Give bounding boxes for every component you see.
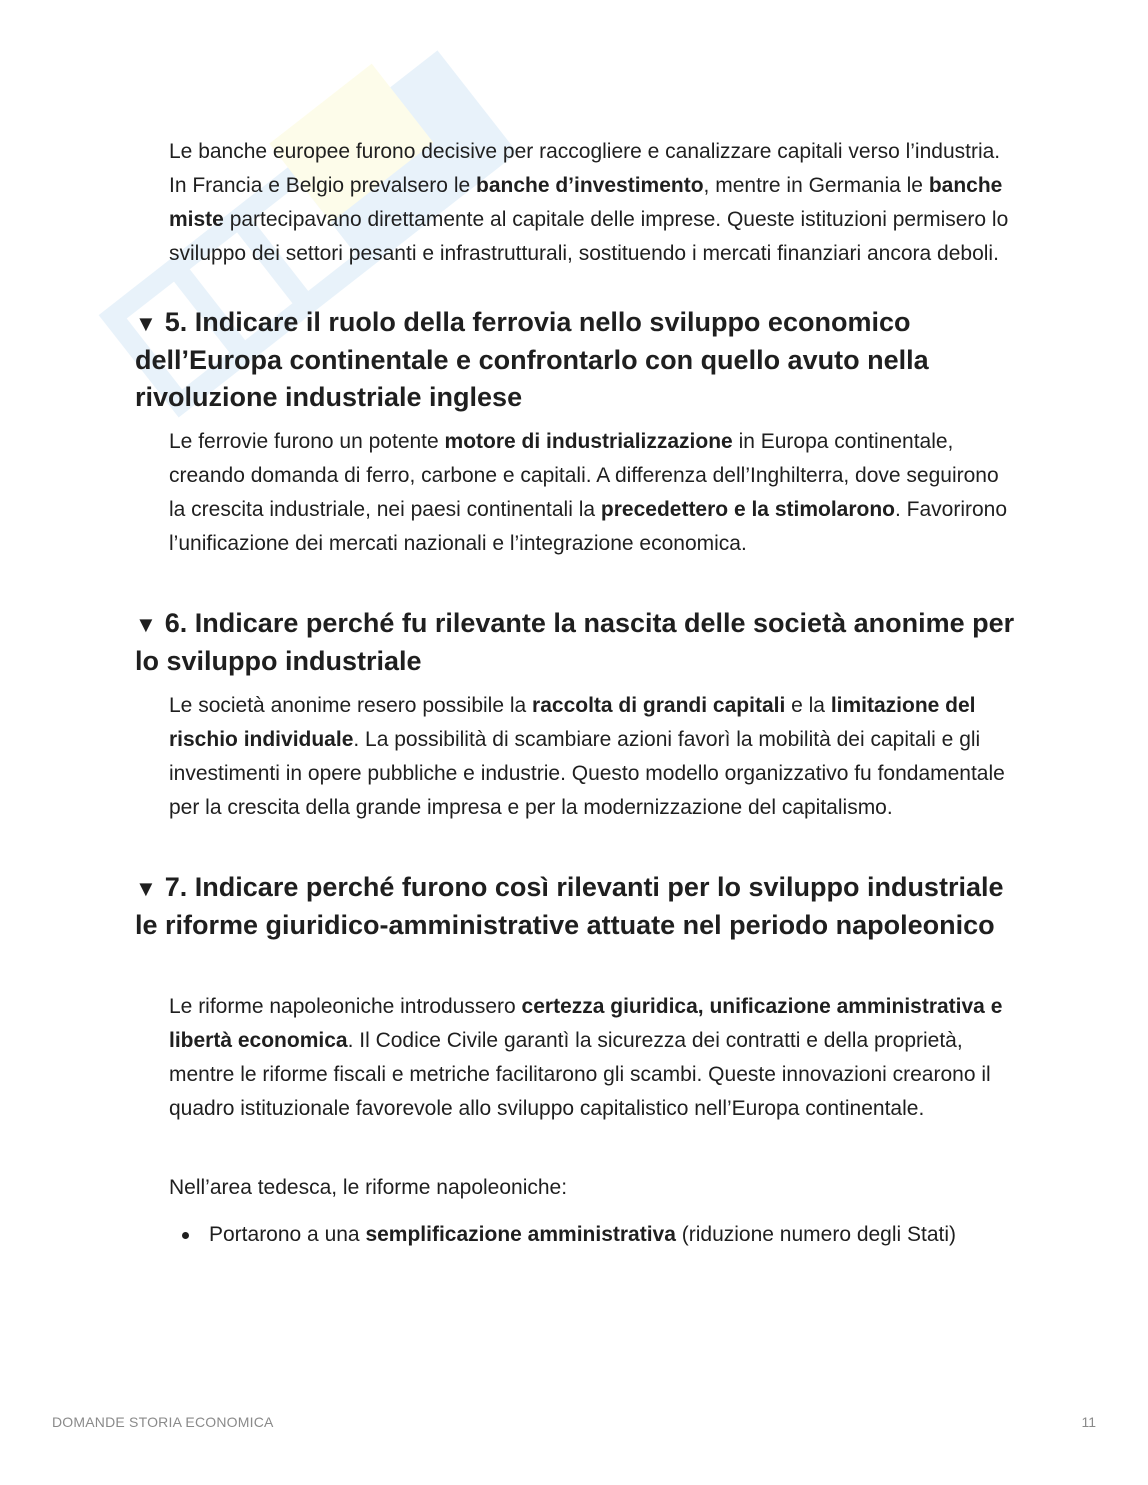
list-item [180, 1218, 1010, 1252]
text-run: . La possibilità di scambiare azioni favorì la mobilità dei capitali e gli investimenti in opere pubbliche e industrie. Questo modello organizzativo fu fondamentale per la crescita della grande impresa e per la modernizzazione del capitalismo. [169, 728, 1005, 819]
page-number: 11 [1081, 1414, 1096, 1430]
bold-run: precedettero e la stimolarono [600, 498, 895, 521]
bold-run: semplificazione amministrativa [365, 1223, 676, 1246]
text-run: partecipavano direttamente al capitale delle imprese. Queste istituzioni permisero lo sviluppo dei settori pesanti e infrastrutturali, sostituendo i mercati finanziari ancora deboli. [169, 208, 1009, 265]
intro-line: Nell’area tedesca, le riforme napoleoniche: [169, 1176, 568, 1199]
bullet-list [180, 1218, 1010, 1252]
list-item-text [209, 1223, 956, 1246]
answer-paragraph [169, 689, 1019, 825]
bullet-icon [182, 1232, 189, 1239]
question-heading[interactable] [135, 869, 1025, 944]
bold-run: certezza giuridica, unificazione amministrativa e libertà economica [169, 995, 1003, 1052]
answer-paragraph [169, 990, 1019, 1126]
question-heading[interactable] [135, 605, 1025, 680]
text-run: (riduzione numero degli Stati) [675, 1223, 957, 1246]
text-run: e la [785, 694, 831, 717]
triangle-down-icon[interactable]: ▼ [135, 612, 157, 637]
bold-run: banche d’investimento [476, 174, 704, 197]
bold-run: limitazione del rischio individuale [169, 694, 976, 751]
bold-run: raccolta di grandi capitali [532, 694, 786, 717]
heading-text: 6. Indicare perché fu rilevante la nascita delle società anonime per lo sviluppo industriale [135, 608, 1015, 676]
text-run: in Europa continentale, creando domanda di ferro, carbone e capitali. A differenza dell’Inghilterra, dove seguirono la crescita industriale, nei paesi continentali la [169, 430, 999, 521]
text-run: Portarono a una [209, 1223, 366, 1246]
answer-paragraph [169, 135, 1019, 271]
question-heading[interactable] [135, 304, 1025, 416]
text-run: Le riforme napoleoniche introdussero [169, 995, 522, 1018]
text-run: Le banche europee furono decisive per raccogliere e canalizzare capitali verso l’industria. In Francia e Belgio prevalsero le [169, 140, 1001, 197]
heading-text: 7. Indicare perché furono così rilevanti per lo sviluppo industriale le riforme giuridico-amministrative attuate nel periodo napoleonico [135, 872, 1004, 940]
bold-run: banche miste [169, 174, 1003, 231]
bold-run: motore di industrializzazione [444, 430, 733, 453]
footer-title: DOMANDE STORIA ECONOMICA [52, 1414, 274, 1430]
text-run: Le ferrovie furono un potente [169, 430, 445, 453]
text-run: Le società anonime resero possibile la [169, 694, 533, 717]
text-run: . Favorirono l’unificazione dei mercati nazionali e l’integrazione economica. [169, 498, 1008, 555]
text-run: . Il Codice Civile garantì la sicurezza dei contratti e della proprietà, mentre le riforme fiscali e metriche facilitarono gli scambi. Queste innovazioni crearono il quadro istituzionale favorevole allo sviluppo capitalistico nell’Europa continentale. [169, 1029, 991, 1120]
text-run: , mentre in Germania le [703, 174, 929, 197]
heading-text: 5. Indicare il ruolo della ferrovia nello sviluppo economico dell’Europa continentale e confrontarlo con quello avuto nella rivoluzione industriale inglese [135, 307, 929, 412]
triangle-down-icon[interactable]: ▼ [135, 876, 157, 901]
triangle-down-icon[interactable]: ▼ [135, 311, 157, 336]
answer-paragraph [169, 425, 1019, 561]
